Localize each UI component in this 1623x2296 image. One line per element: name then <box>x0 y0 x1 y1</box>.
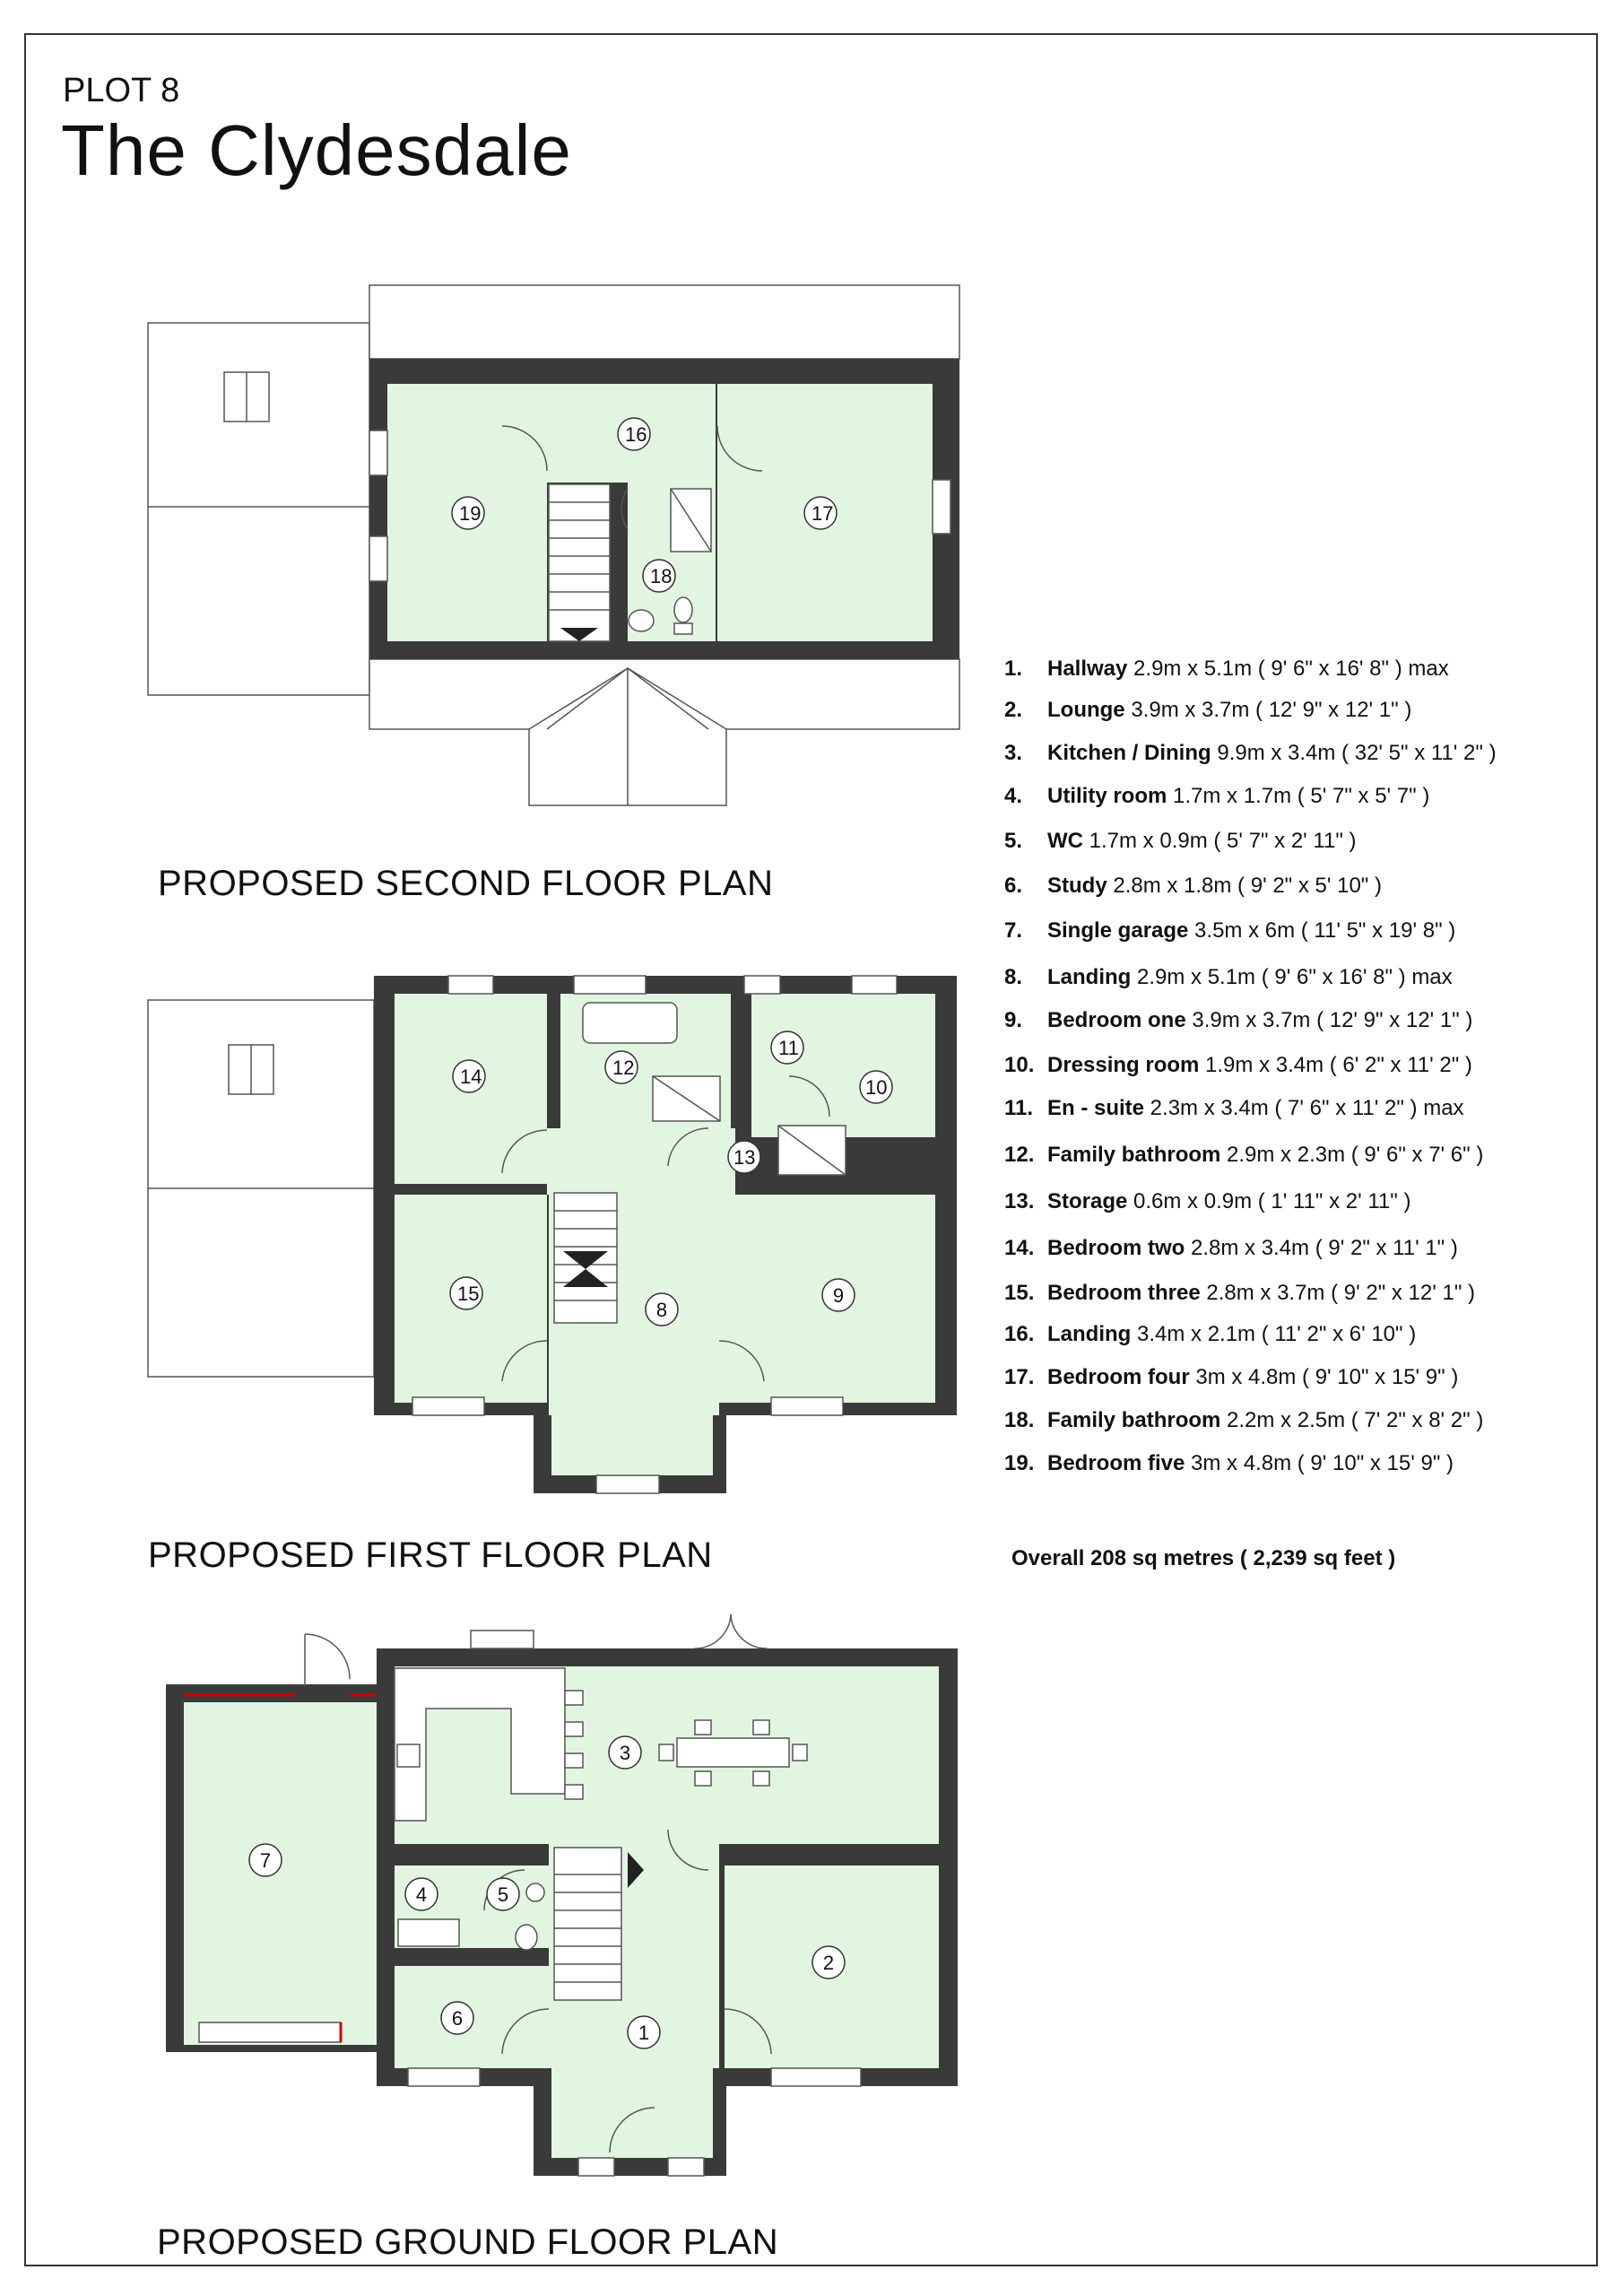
schedule-row: 11. En - suite 2.3m x 3.4m ( 7' 6" x 11' 2" ) max <box>1004 1096 1464 1120</box>
house-type-title: The Clydesdale <box>61 110 572 190</box>
schedule-row: 17. Bedroom four 3m x 4.8m ( 9' 10" x 15' 9" ) <box>1004 1365 1459 1389</box>
room-label-4: 4 <box>415 1883 428 1906</box>
schedule-row: 16. Landing 3.4m x 2.1m ( 11' 2" x 6' 10" ) <box>1004 1322 1417 1346</box>
room-label-2: 2 <box>822 1952 835 1974</box>
room-label-15: 15 <box>457 1283 480 1305</box>
schedule-row: 3. Kitchen / Dining 9.9m x 3.4m ( 32' 5" x 11' 2" ) <box>1004 741 1497 765</box>
second-floor-plan <box>148 285 959 805</box>
room-label-13: 13 <box>733 1146 756 1169</box>
room-label-11: 11 <box>778 1037 799 1059</box>
room-label-17: 17 <box>812 502 834 525</box>
schedule-row: 19. Bedroom five 3m x 4.8m ( 9' 10" x 15' 9" ) <box>1004 1451 1454 1475</box>
ground-floor-caption: PROPOSED GROUND FLOOR PLAN <box>157 2222 779 2262</box>
schedule-row: 14. Bedroom two 2.8m x 3.4m ( 9' 2" x 11' 1" ) <box>1004 1236 1458 1260</box>
schedule-row: 18. Family bathroom 2.2m x 2.5m ( 7' 2" x 8' 2" ) <box>1004 1408 1484 1432</box>
second-floor-caption: PROPOSED SECOND FLOOR PLAN <box>158 864 774 903</box>
overall-area: Overall 208 sq metres ( 2,239 sq feet ) <box>1011 1546 1396 1570</box>
room-label-18: 18 <box>650 565 673 587</box>
schedule-row: 15. Bedroom three 2.8m x 3.7m ( 9' 2" x 12' 1" ) <box>1004 1281 1476 1305</box>
schedule-row: 5. WC 1.7m x 0.9m ( 5' 7" x 2' 11" ) <box>1004 829 1357 853</box>
schedule-row: 13. Storage 0.6m x 0.9m ( 1' 11" x 2' 11" ) <box>1004 1189 1411 1213</box>
schedule-row: 10. Dressing room 1.9m x 3.4m ( 6' 2" x 11' 2" ) <box>1004 1053 1472 1077</box>
schedule-row: 9. Bedroom one 3.9m x 3.7m ( 12' 9" x 12' 1" ) <box>1004 1008 1473 1032</box>
schedule-row: 2. Lounge 3.9m x 3.7m ( 12' 9" x 12' 1" ) <box>1004 698 1412 722</box>
schedule-row: 6. Study 2.8m x 1.8m ( 9' 2" x 5' 10" ) <box>1004 874 1382 898</box>
first-floor-caption: PROPOSED FIRST FLOOR PLAN <box>148 1535 713 1575</box>
room-label-10: 10 <box>865 1076 888 1099</box>
plot-number: PLOT 8 <box>63 72 180 109</box>
first-floor-plan <box>148 976 957 1493</box>
room-label-7: 7 <box>259 1849 272 1872</box>
room-label-5: 5 <box>497 1883 509 1906</box>
schedule-row: 7. Single garage 3.5m x 6m ( 11' 5" x 19' 8" ) <box>1004 918 1456 943</box>
room-label-16: 16 <box>625 423 647 446</box>
schedule-row: 1. Hallway 2.9m x 5.1m ( 9' 6" x 16' 8" ) max <box>1004 657 1449 681</box>
room-label-8: 8 <box>655 1299 668 1321</box>
room-label-19: 19 <box>459 502 482 525</box>
schedule-row: 8. Landing 2.9m x 5.1m ( 9' 6" x 16' 8" ) max <box>1004 965 1453 989</box>
room-label-1: 1 <box>638 2022 650 2044</box>
room-label-12: 12 <box>612 1057 635 1079</box>
schedule-row: 4. Utility room 1.7m x 1.7m ( 5' 7" x 5' 7" ) <box>1004 784 1430 808</box>
room-label-3: 3 <box>619 1742 631 1764</box>
room-label-14: 14 <box>460 1065 482 1088</box>
schedule-row: 12. Family bathroom 2.9m x 2.3m ( 9' 6" x 7' 6" ) <box>1004 1143 1484 1167</box>
ground-floor-plan <box>166 1614 958 2176</box>
room-label-9: 9 <box>832 1284 845 1307</box>
room-label-6: 6 <box>451 2007 464 2030</box>
